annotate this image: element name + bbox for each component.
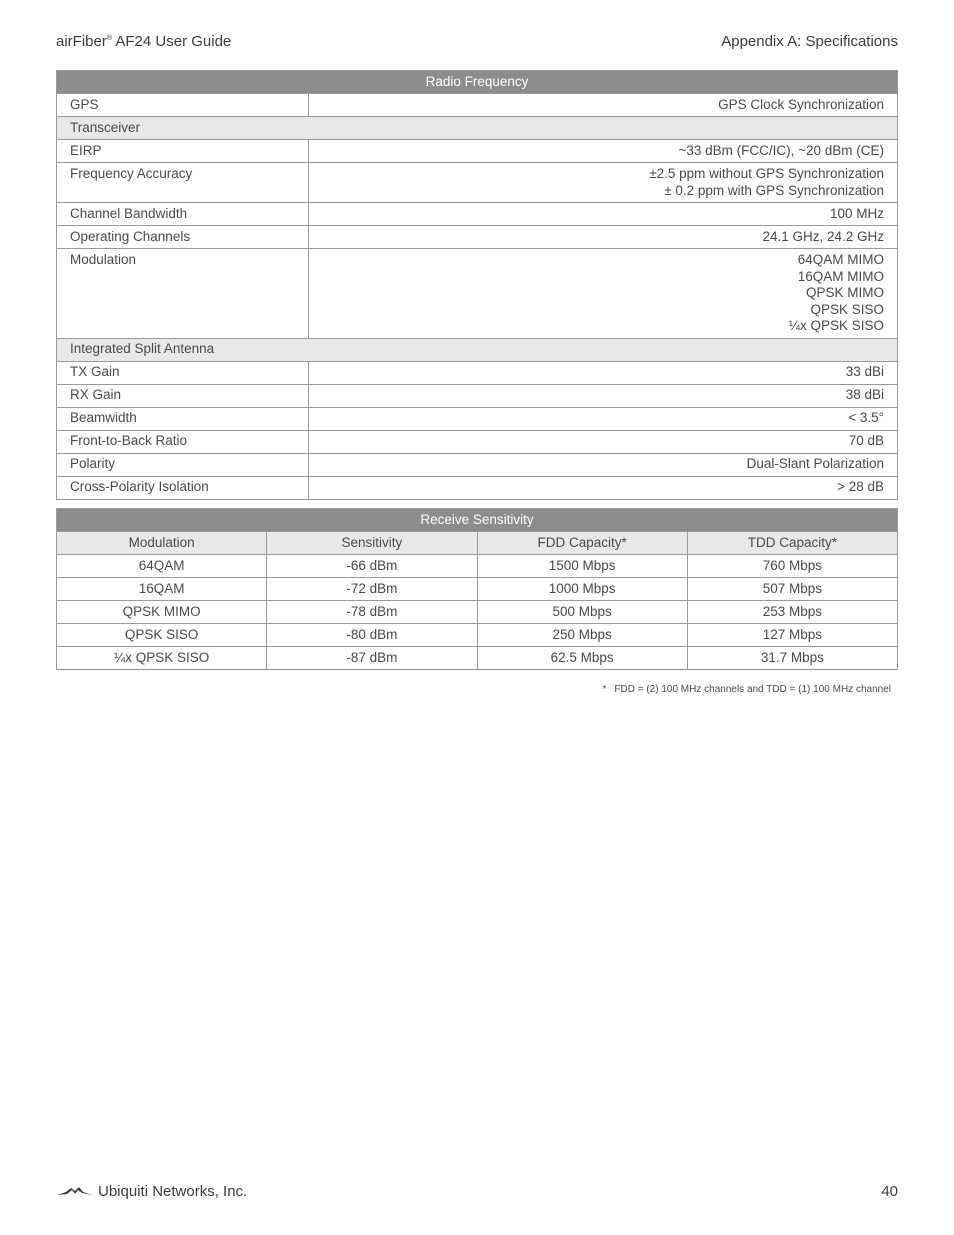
spec-value: Dual-Slant Polarization xyxy=(309,453,898,476)
spec-label: EIRP xyxy=(57,140,309,163)
spec-label: TX Gain xyxy=(57,361,309,384)
spec-label: GPS xyxy=(57,94,309,117)
spec-label: Modulation xyxy=(57,249,309,339)
spec-label: Beamwidth xyxy=(57,407,309,430)
column-header: Modulation xyxy=(57,532,267,555)
table-row xyxy=(57,601,898,624)
subheading-row xyxy=(57,338,898,361)
table-cell: 1000 Mbps xyxy=(477,578,687,601)
table-row xyxy=(57,624,898,647)
table-cell: 760 Mbps xyxy=(687,555,897,578)
table-cell: 250 Mbps xyxy=(477,624,687,647)
spec-row-beamwidth xyxy=(57,407,898,430)
table-cell: QPSK SISO xyxy=(57,624,267,647)
spec-value: 70 dB xyxy=(309,430,898,453)
spec-row-frequency-accuracy xyxy=(57,163,898,203)
column-header: Sensitivity xyxy=(267,532,477,555)
table-cell: 16QAM xyxy=(57,578,267,601)
table-cell: 1500 Mbps xyxy=(477,555,687,578)
spec-row-tx-gain xyxy=(57,361,898,384)
table-row xyxy=(57,647,898,670)
column-header: FDD Capacity* xyxy=(477,532,687,555)
spec-value-line: 64QAM MIMO xyxy=(797,252,884,267)
spec-value xyxy=(309,249,898,339)
subheading-row xyxy=(57,117,898,140)
table-cell: -78 dBm xyxy=(267,601,477,624)
spec-row-front-to-back xyxy=(57,430,898,453)
table-cell: 507 Mbps xyxy=(687,578,897,601)
table-cell: 64QAM xyxy=(57,555,267,578)
spec-value: < 3.5° xyxy=(309,407,898,430)
table-cell: 500 Mbps xyxy=(477,601,687,624)
spec-value: 100 MHz xyxy=(309,203,898,226)
table-cell: -72 dBm xyxy=(267,578,477,601)
spec-label: Frequency Accuracy xyxy=(57,163,309,203)
spec-value: GPS Clock Synchronization xyxy=(309,94,898,117)
spec-row-channel-bandwidth xyxy=(57,203,898,226)
table-cell: QPSK MIMO xyxy=(57,601,267,624)
column-header: TDD Capacity* xyxy=(687,532,897,555)
footer-company xyxy=(56,1183,247,1200)
spec-label: Operating Channels xyxy=(57,226,309,249)
table-cell: 253 Mbps xyxy=(687,601,897,624)
spec-value: ~33 dBm (FCC/IC), ~20 dBm (CE) xyxy=(309,140,898,163)
spec-value: 38 dBi xyxy=(309,384,898,407)
transceiver-heading: Transceiver xyxy=(57,117,898,140)
spec-value-line: QPSK MIMO xyxy=(805,285,884,300)
table-heading-row xyxy=(57,509,898,532)
footnote-text: FDD = (2) 100 MHz channels and TDD = (1) 100 MHz channel xyxy=(614,684,891,695)
footnote-marker: * xyxy=(602,684,607,695)
spec-label: RX Gain xyxy=(57,384,309,407)
footnote xyxy=(602,684,891,695)
radio-frequency-table xyxy=(56,70,898,500)
table-cell: -66 dBm xyxy=(267,555,477,578)
spec-label: Front-to-Back Ratio xyxy=(57,430,309,453)
table-cell: -87 dBm xyxy=(267,647,477,670)
spec-row-modulation xyxy=(57,249,898,339)
spec-value: 33 dBi xyxy=(309,361,898,384)
table-cell: 31.7 Mbps xyxy=(687,647,897,670)
receive-sensitivity-heading: Receive Sensitivity xyxy=(57,509,898,532)
company-name: Ubiquiti Networks, Inc. xyxy=(98,1183,248,1200)
spec-label: Cross-Polarity Isolation xyxy=(57,476,309,499)
document-title: airFiber® AF24 User Guide xyxy=(56,33,232,50)
spec-row-eirp xyxy=(57,140,898,163)
receive-sensitivity-table xyxy=(56,508,898,670)
ubiquiti-logo-icon xyxy=(56,1186,94,1198)
spec-row-gps xyxy=(57,94,898,117)
spec-value-line: ±2.5 ppm without GPS Synchronization xyxy=(649,166,884,181)
spec-value-line: QPSK SISO xyxy=(810,301,884,317)
table-cell: 127 Mbps xyxy=(687,624,897,647)
table-cell: -80 dBm xyxy=(267,624,477,647)
spec-value-line: ± 0.2 ppm with GPS Synchronization xyxy=(664,182,884,198)
table-row xyxy=(57,578,898,601)
spec-row-rx-gain xyxy=(57,384,898,407)
section-title: Appendix A: Specifications xyxy=(721,33,898,50)
antenna-heading: Integrated Split Antenna xyxy=(57,338,898,361)
page-number: 40 xyxy=(881,1183,898,1200)
spec-value-line: ¼x QPSK SISO xyxy=(788,318,884,333)
table-cell: 62.5 Mbps xyxy=(477,647,687,670)
spec-row-operating-channels xyxy=(57,226,898,249)
column-header-row xyxy=(57,532,898,555)
spec-value: > 28 dB xyxy=(309,476,898,499)
spec-row-cross-polarity xyxy=(57,476,898,499)
table-heading-row xyxy=(57,71,898,94)
radio-frequency-heading: Radio Frequency xyxy=(57,71,898,94)
spec-label: Polarity xyxy=(57,453,309,476)
spec-row-polarity xyxy=(57,453,898,476)
spec-value: 24.1 GHz, 24.2 GHz xyxy=(309,226,898,249)
table-cell: ¼x QPSK SISO xyxy=(57,647,267,670)
spec-label: Channel Bandwidth xyxy=(57,203,309,226)
table-row xyxy=(57,555,898,578)
spec-value-line: 16QAM MIMO xyxy=(797,268,884,284)
spec-value xyxy=(309,163,898,203)
